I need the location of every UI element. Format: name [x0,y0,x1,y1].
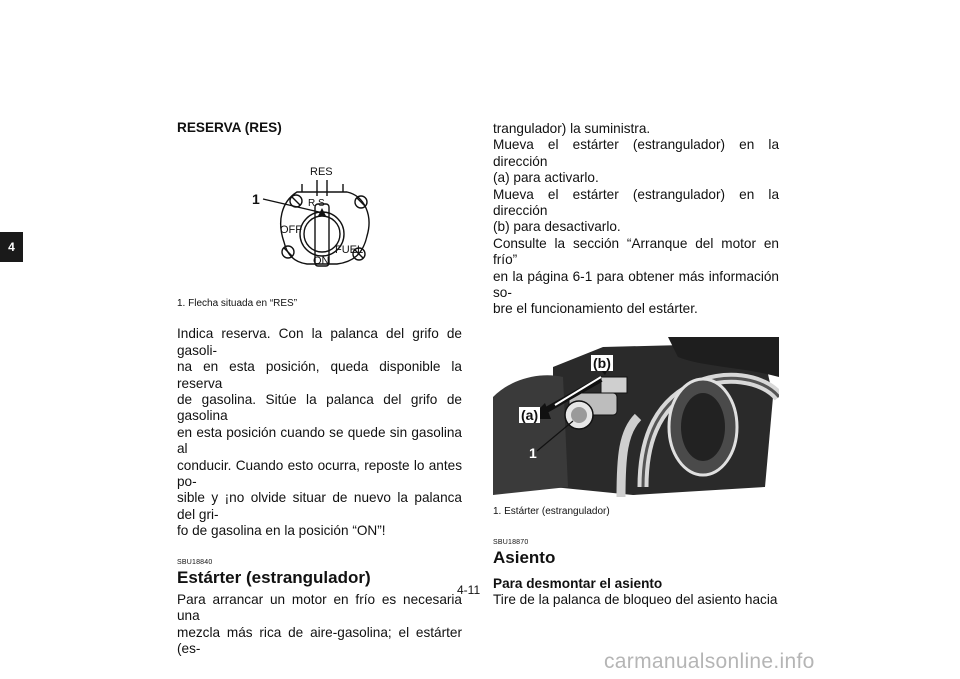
text-line: (a) para activarlo. [493,170,599,186]
text-line: (b) para desactivarlo. [493,219,621,235]
section-heading-seat: Asiento [493,547,556,567]
label-a: (a) [521,406,539,423]
text-line: en esta posición cuando se quede sin gasolina al [177,424,462,457]
section-heading-starter: Estárter (estrangulador) [177,567,371,587]
callout-1: 1 [252,191,260,208]
figure-caption: 1. Estárter (estrangulador) [493,505,610,517]
starter-paragraph [177,592,462,658]
text-line: Consulte la sección “Arranque del motor en frío” [493,235,779,268]
left-column [177,120,462,657]
text-line: de gasolina. Sitúe la palanca del grifo de gasolina [177,392,462,424]
text-line: sible y ¡no olvide situar de nuevo la palanca del gri- [177,490,462,522]
label-b: (b) [593,354,611,371]
page-number: 4-11 [457,583,481,597]
text-line: en la página 6-1 para obtener más información so- [493,268,779,301]
text-line: Indica reserva. Con la palanca del grifo de gasoli- [177,326,462,358]
label-res: RES [310,166,333,179]
text-line: Para arrancar un motor en frío es necesaria una [177,591,462,624]
label-fuel: FUEL [335,244,364,257]
fuel-cock-illustration [177,136,462,312]
text-line: trangulador) la suministra. [493,121,651,136]
starter-continued-paragraph [493,121,779,318]
callout-1: 1 [529,444,537,461]
text-line: conducir. Cuando esto ocurra, reposte lo antes po- [177,457,462,490]
chapter-tab: 4 [0,232,23,262]
section-heading-reserva: RESERVA (RES) [177,120,282,135]
figure-caption: 1. Flecha situada en “RES” [177,298,298,310]
text-line: bre el funcionamiento del estárter. [493,301,698,317]
reserva-paragraph [177,326,462,539]
text-line: Mueva el estárter (estrangulador) en la dirección [493,186,779,219]
right-column [493,121,779,609]
text-line: Mueva el estárter (estrangulador) en la dirección [493,137,779,169]
starter-photo [493,337,779,497]
fuel-cock-figure [177,136,462,312]
text-line: na en esta posición, queda disponible la reserva [177,359,462,391]
label-rs: R S [308,198,325,210]
section-code: SBU18840 [177,558,213,566]
label-on: ON [313,255,330,268]
subheading-remove-seat: Para desmontar el asiento [493,575,663,591]
seat-paragraph: Tire de la palanca de bloqueo del asiento hacia [493,592,778,608]
text-line: fo de gasolina en la posición “ON”! [177,523,386,539]
label-off: OFF [280,224,302,237]
text-line: mezcla más rica de aire-gasolina; el estárter (es- [177,624,462,656]
watermark: carmanualsonline.info [604,650,815,673]
section-code: SBU18870 [493,538,529,546]
